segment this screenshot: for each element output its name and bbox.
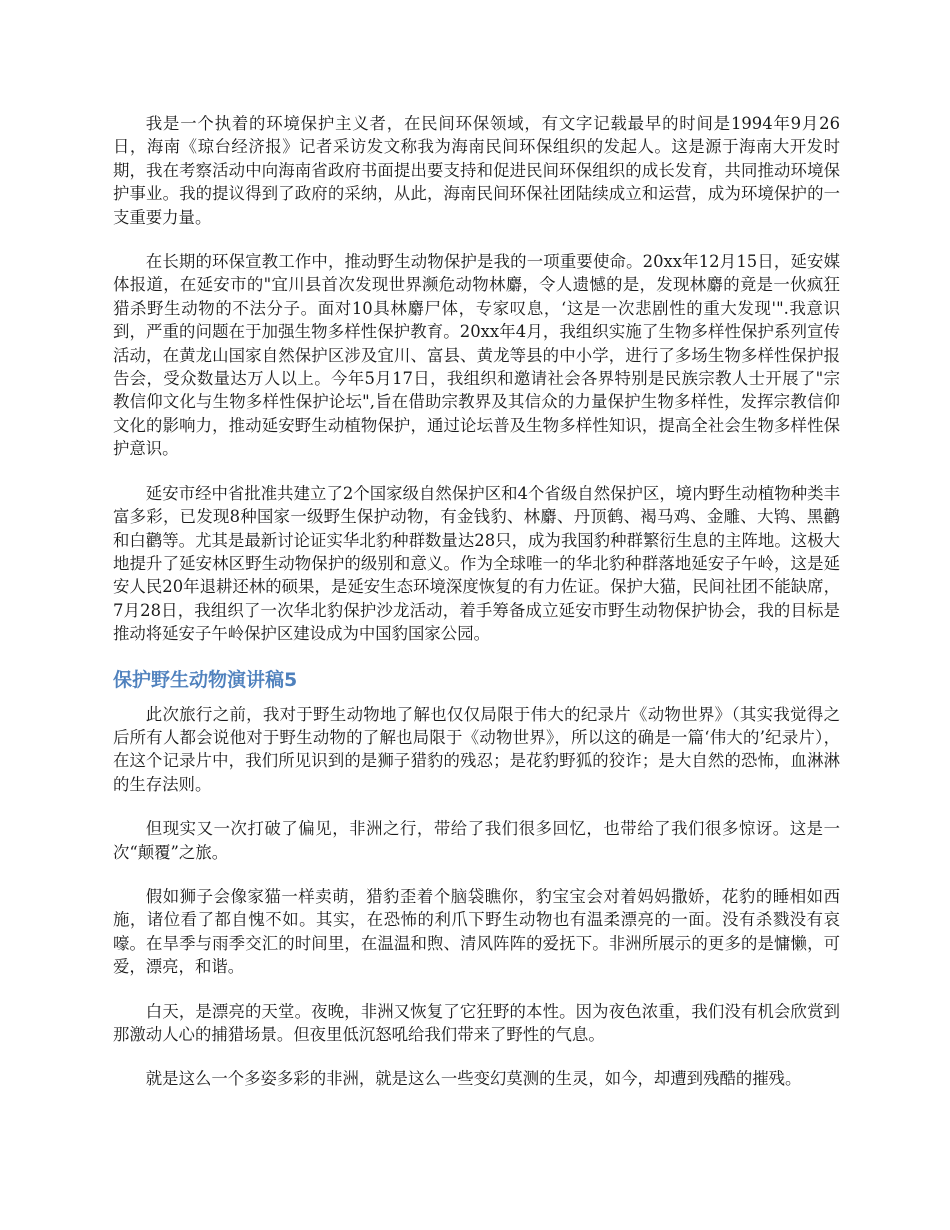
paragraph: 假如狮子会像家猫一样卖萌，猎豹歪着个脑袋瞧你，豹宝宝会对着妈妈撒娇，花豹的睡相如西施，诸位看了都自愧不如。其实，在恐怖的利爪下野生动物也有温柔漂亮的一面。没有杀戮没有哀嚎。在旱季与雨季交汇的时间里，在温温和煦、清风阵阵的爱抚下。非洲所展示的更多的是慵懒，可爱，漂亮，和谐。 — [113, 886, 840, 977]
document-page — [113, 112, 840, 1112]
paragraph: 但现实又一次打破了偏见，非洲之行，带给了我们很多回忆，也带给了我们很多惊讶。这是一次“颠覆”之旅。 — [113, 819, 840, 862]
paragraph: 就是这么一个多姿多彩的非洲，就是这么一些变幻莫测的生灵，如今，却遭到残酷的摧残。 — [145, 1069, 802, 1089]
paragraph: 延安市经中省批准共建立了2个国家级自然保护区和4个省级自然保护区，境内野生动植物种类丰富多彩，已发现8种国家一级野生保护动物，有金钱豹、林麝、丹顶鹤、褐马鸡、金雕、大鸨、黑鹳和白鹳等。尤其是最新讨论证实华北豹种群数量达28只，成为我国豹种群繁衍生息的主阵地。这极大地提升了延安林区野生动物保护的级别和意义。作为全球唯一的华北豹种群落地延安子午岭，这是延安人民20年退耕还林的硕果，是延安生态环境深度恢复的有力佐证。保护大猫，民间社团不能缺席，7月28日，我组织了一次华北豹保护沙龙活动，着手筹备成立延安市野生动物保护协会，我的目标是推动将延安子午岭保护区建设成为中国豹国家公园。 — [113, 483, 840, 644]
paragraph: 我是一个执着的环境保护主义者，在民间环保领域，有文字记载最早的时间是1994年9月26日，海南《琼台经济报》记者采访发文称我为海南民间环保组织的发起人。这是源于海南大开发时期，我在考察活动中向海南省政府书面提出要支持和促进民间环保组织的成长发育，共同推动环境保护事业。我的提议得到了政府的采纳，从此，海南民间环保社团陆续成立和运营，成为环境保护的一支重要力量。 — [113, 114, 840, 227]
paragraph: 在长期的环保宣教工作中，推动野生动物保护是我的一项重要使命。20xx年12月15日，延安媒体报道，在延安市的"宜川县首次发现世界濒危动物林麝，令人遗憾的是，发现林麝的竟是一伙疯狂猎杀野生动物的不法分子。面对10具林麝尸体，专家叹息，‘这是一次悲剧性的重大发现'".我意识到，严重的问题在于加强生物多样性保护教育。20xx年4月，我组织实施了生物多样性保护系列宣传活动，在黄龙山国家自然保护区涉及宜川、富县、黄龙等县的中小学，进行了多场生物多样性保护报告会，受众数量达万人以上。今年5月17日，我组织和邀请社会各界特别是民族宗教人士开展了"宗教信仰文化与生物多样性保护论坛",旨在借助宗教界及其信众的力量保护生物多样性，发挥宗教信仰文化的影响力，推动延安野生动植物保护，通过论坛普及生物多样性知识，提高全社会生物多样性保护意识。 — [113, 252, 840, 459]
paragraph: 白天，是漂亮的天堂。夜晚，非洲又恢复了它狂野的本性。因为夜色浓重，我们没有机会欣赏到那激动人心的捕猎场景。但夜里低沉怒吼给我们带来了野性的气息。 — [113, 1001, 840, 1044]
section-heading: 保护野生动物演讲稿5 — [113, 668, 298, 691]
paragraph: 此次旅行之前，我对于野生动物地了解也仅仅局限于伟大的纪录片《动物世界》（其实我觉得之后所有人都会说他对于野生动物的了解也局限于《动物世界》，所以这的确是一篇‘伟大的’纪录片），在这个记录片中，我们所见识到的是狮子猎豹的残忍；是花豹野狐的狡诈；是大自然的恐怖，血淋淋的生存法则。 — [113, 704, 840, 794]
